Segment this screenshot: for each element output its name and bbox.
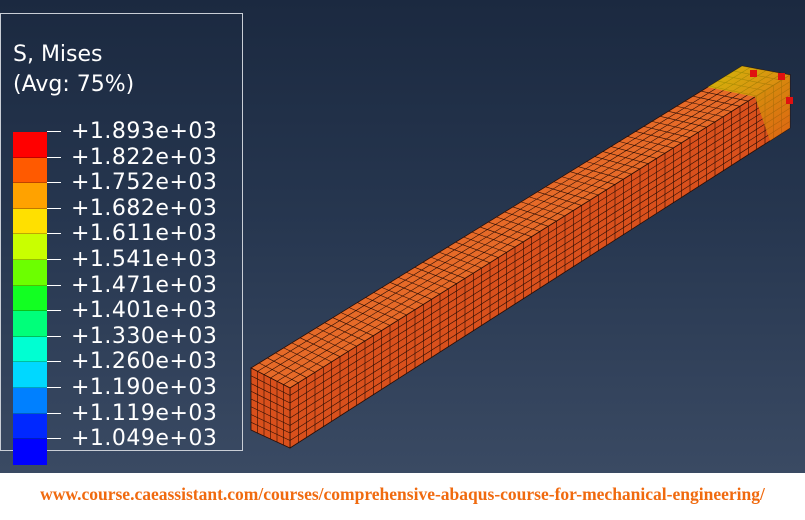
mesh-line — [258, 68, 751, 372]
mesh-line — [284, 74, 783, 385]
legend-swatch — [13, 234, 47, 260]
mesh-line — [290, 95, 790, 411]
mesh-line — [290, 102, 790, 419]
legend-tick — [47, 310, 61, 311]
legend-value: +1.822e+03 — [71, 144, 218, 170]
legend-value: +1.893e+03 — [71, 119, 218, 144]
max-stress-marker — [778, 73, 785, 80]
mesh-line — [290, 108, 790, 425]
mesh-line — [290, 115, 790, 433]
legend-swatch — [13, 183, 47, 209]
legend-swatch — [13, 260, 47, 286]
legend-swatch — [13, 209, 47, 235]
legend-swatch — [13, 158, 47, 184]
legend-swatch — [13, 337, 47, 363]
footer-banner — [0, 473, 805, 520]
legend-value: +1.752e+03 — [71, 170, 218, 196]
legend-averaging: (Avg: 75%) — [13, 72, 135, 97]
legend-tick — [47, 336, 61, 337]
legend-value: +1.611e+03 — [71, 221, 218, 247]
legend-tick — [47, 259, 61, 260]
legend-swatch — [13, 362, 47, 388]
course-url[interactable]: www.course.caeassistant.com/courses/comprehensive-abaqus-course-for-mechanical-engineering/ — [40, 484, 765, 504]
mesh-line — [290, 121, 790, 440]
legend-value: +1.190e+03 — [71, 374, 218, 400]
legend-tick — [47, 157, 61, 158]
legend-swatch — [13, 132, 47, 158]
legend-color-bar — [13, 132, 47, 465]
legend-tick — [47, 208, 61, 209]
legend-tick — [47, 387, 61, 388]
mesh-line — [277, 72, 774, 381]
legend-value: +1.471e+03 — [71, 272, 218, 298]
legend-swatch — [13, 311, 47, 337]
legend-title: S, Mises — [13, 42, 103, 67]
mesh-line — [290, 82, 790, 396]
mesh-line — [271, 71, 767, 379]
legend-tick — [47, 182, 61, 183]
max-stress-marker — [750, 70, 757, 77]
legend-tick — [47, 131, 61, 132]
legend-swatch — [13, 414, 47, 440]
legend-tick — [47, 361, 61, 362]
contour-legend[interactable] — [0, 13, 243, 451]
legend-tick — [47, 233, 61, 234]
legend-tick — [47, 438, 61, 439]
legend-value: +1.541e+03 — [71, 246, 218, 272]
mesh-line — [290, 88, 790, 403]
legend-value: +1.330e+03 — [71, 323, 218, 349]
max-stress-marker — [786, 97, 793, 104]
legend-value: +1.682e+03 — [71, 195, 218, 221]
legend-value: +1.119e+03 — [71, 400, 218, 426]
legend-value: +1.401e+03 — [71, 298, 218, 324]
legend-swatch — [13, 388, 47, 414]
legend-swatch — [13, 286, 47, 312]
legend-tick — [47, 413, 61, 414]
legend-value: +1.260e+03 — [71, 349, 218, 375]
mesh-line — [264, 69, 758, 375]
legend-tick — [47, 285, 61, 286]
legend-value: +1.049e+03 — [71, 426, 218, 452]
legend-swatch — [13, 439, 47, 465]
